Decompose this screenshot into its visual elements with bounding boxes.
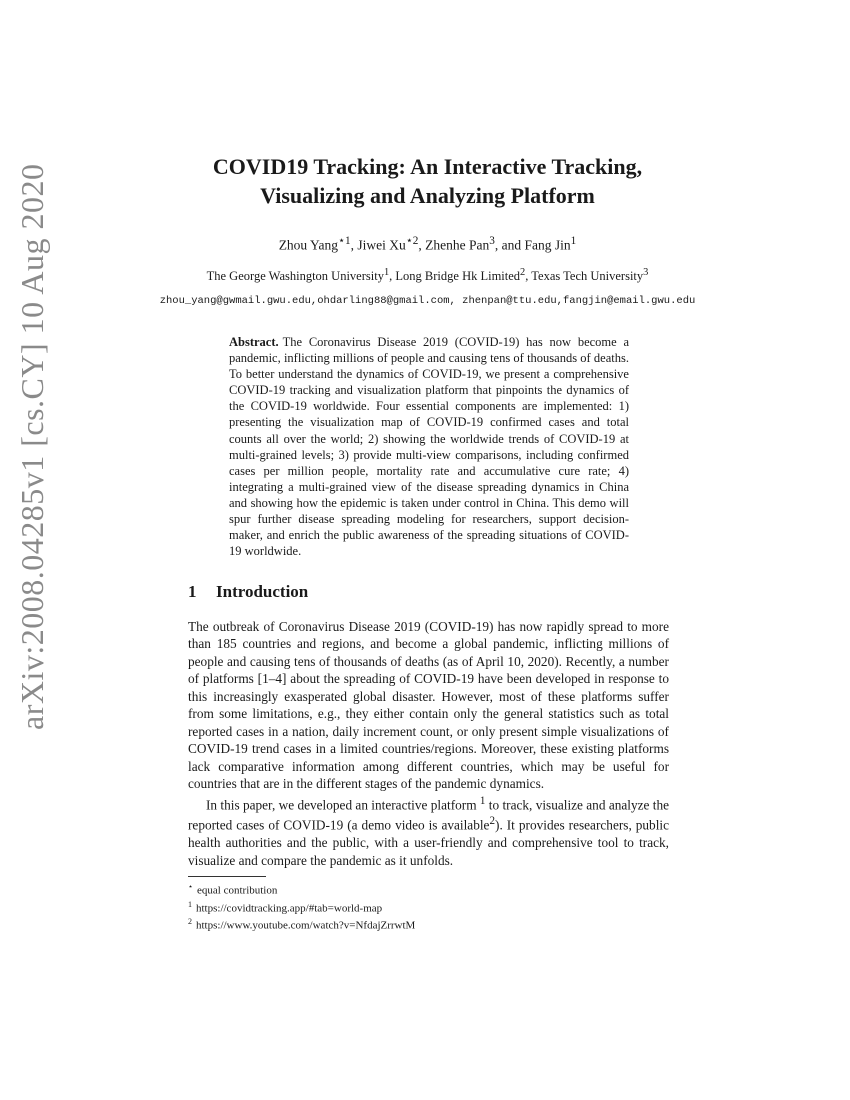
intro-paragraph [188,793,669,870]
footnote-link[interactable]: https://covidtracking.app/#tab=world-map [196,902,383,915]
affiliation-mark: 3 [643,267,649,278]
footnote[interactable] [188,898,669,916]
author-list [150,234,705,254]
footnotes [188,880,669,933]
affiliation-name: The George Washington University [206,269,384,284]
footnote-link[interactable]: https://www.youtube.com/watch?v=NfdajZrrwtM [196,919,416,932]
section-title: Introduction [216,582,309,601]
author-mark: ⋆1 [337,235,351,247]
author-mark: ⋆2 [405,235,419,247]
title-line: Visualizing and Analyzing Platform [260,183,595,208]
author-name: Zhou Yang [278,237,338,253]
affiliation-separator: , [389,269,396,284]
author-name: Zhenhe Pan [425,237,490,253]
footnote-ref: 1 [479,794,486,807]
introduction-body [188,618,669,869]
section-number: 1 [188,582,197,601]
paper-title [150,152,705,210]
arxiv-identifier-stamp: arXiv:2008.04285v1 [cs.CY] 10 Aug 2020 [14,163,50,730]
affiliation-list [150,265,705,284]
title-line: COVID19 Tracking: An Interactive Tracking, [212,154,643,179]
intro-text: In this paper, we developed an interactive platform [206,796,477,812]
footnote[interactable] [188,915,669,933]
footnote-mark: 1 [188,899,192,909]
abstract-text: The Coronavirus Disease 2019 (COVID-19) has now become a pandemic, inflicting millions of people and causing tens of thousands of deaths. To better understand the dynamics of COVID-19, we present a comprehensive COVID-19 tracking and visualization platform that pinpoints the dynamics of the COVID-19 worldwide. Four essential components are implemented: 1) presenting the visualization map of COVID-19 confirmed cases and total counts all over the world; 2) showing the worldwide trends of COVID-19 at multi-grained levels; 3) provide multi-view comparisons, including confirmed cases per million people, mortality rate and accumulative cure rate; 4) integrating a multi-grained view of the disease spreading dynamics in China and showing how the epidemic is taken under control in China. This demo will spur further disease spreading modeling for researchers, support decision-maker, and enrich the public awareness of the spreading situations of COVID-19 worldwide. [229,335,629,559]
affiliation-mark: 2 [520,267,526,278]
footnote-mark: ⋆ [188,882,194,891]
footnote-divider [188,876,266,877]
affiliation-name: Texas Tech University [531,269,644,284]
footnote-ref: 2 [489,815,496,828]
author-mark: 1 [570,235,577,247]
abstract-label: Abstract. [229,335,279,349]
footnote-text: equal contribution [197,884,278,897]
abstract [229,334,629,559]
author-emails: zhou_yang@gwmail.gwu.edu,ohdarling88@gmail.com, zhenpan@ttu.edu,fangjin@email.gwu.edu [159,295,696,307]
author-name: Jiwei Xu [357,237,406,253]
author-separator: , [350,237,358,253]
author-name: Fang Jin [524,237,571,253]
intro-text: ). It provides researchers, public health authorities and the public, with a user-friendly and comprehensive tool to track, visualize and compare the pandemic as it unfolds. [188,817,669,868]
author-separator: , and [494,237,525,253]
intro-text: to track, visualize and analyze the reported cases of COVID-19 (a demo video is available [188,796,669,833]
affiliation-mark: 1 [383,267,390,278]
intro-paragraph: The outbreak of Coronavirus Disease 2019 (COVID-19) has now rapidly spread to more than 185 countries and regions, and become a global pandemic, inflicting millions of people and causing tens of thousands of deaths (as of April 10, 2020). Recently, a number of platforms [1–4] about the spreading of COVID-19 have been developed in response to this increasingly exasperated global disaster. However, most of these platforms suffer from some limitations, e.g., they either contain only the general statistics such as total reported cases in a nation, daily increment count, or only present simple visualizations of COVID-19 trend cases in a limited countries/regions. Moreover, these existing platforms lack comparative information among different countries, which may be useful for countries that are in the different stages of the pandemic dynamics. [188,619,669,792]
footnote-mark: 2 [188,917,192,927]
footnote [188,880,669,898]
affiliation-separator: , [525,269,532,284]
section-heading [188,582,308,602]
author-mark: 3 [489,235,495,247]
affiliation-name: Long Bridge Hk Limited [395,269,521,284]
author-separator: , [418,237,426,253]
